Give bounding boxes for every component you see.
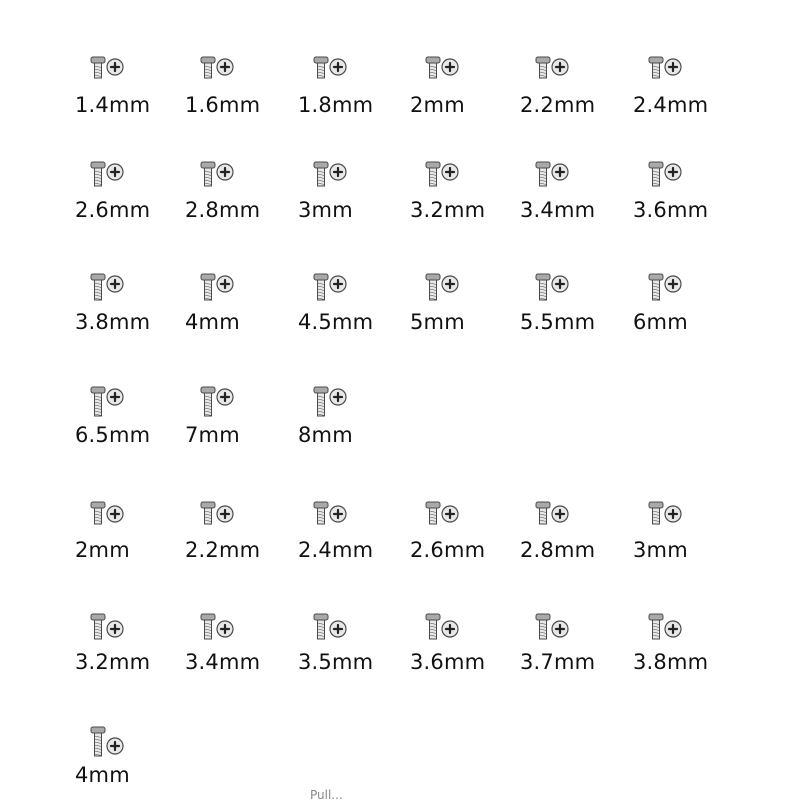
- screw-size-label: 2.4mm: [298, 538, 374, 562]
- screw-size-item: [185, 272, 295, 352]
- screw-size-item: [410, 612, 520, 692]
- screw-size-item: [185, 612, 295, 692]
- screw-icon: [633, 160, 743, 200]
- screw-icon: [410, 500, 520, 540]
- screw-icon: [185, 272, 295, 312]
- screw-size-item: [410, 55, 520, 135]
- screw-icon: [520, 160, 630, 200]
- screw-size-item: [520, 500, 630, 580]
- screw-size-item: [298, 55, 408, 135]
- screw-size-label: 5mm: [410, 310, 465, 334]
- screw-size-item: [298, 612, 408, 692]
- screw-icon: [298, 500, 408, 540]
- screw-icon: [185, 385, 295, 425]
- screw-size-label: 3.6mm: [633, 198, 709, 222]
- screw-size-label: 2.6mm: [75, 198, 151, 222]
- screw-size-item: [75, 55, 185, 135]
- screw-size-item: [520, 612, 630, 692]
- screw-size-label: 2mm: [75, 538, 130, 562]
- screw-icon: [298, 160, 408, 200]
- screw-size-item: [298, 500, 408, 580]
- screw-size-label: 6mm: [633, 310, 688, 334]
- screw-icon: [410, 272, 520, 312]
- screw-size-item: [75, 612, 185, 692]
- screw-icon: [298, 385, 408, 425]
- screw-icon: [75, 385, 185, 425]
- screw-size-label: 1.8mm: [298, 93, 374, 117]
- screw-size-item: [410, 272, 520, 352]
- screw-size-item: [298, 385, 408, 465]
- screw-icon: [633, 612, 743, 652]
- screw-size-item: [410, 500, 520, 580]
- screw-icon: [185, 612, 295, 652]
- screw-size-item: [75, 500, 185, 580]
- screw-icon: [520, 272, 630, 312]
- screw-size-label: 2.2mm: [520, 93, 596, 117]
- screw-icon: [633, 272, 743, 312]
- screw-icon: [298, 55, 408, 95]
- screw-size-label: 1.4mm: [75, 93, 151, 117]
- screw-size-label: 6.5mm: [75, 423, 151, 447]
- screw-size-item: [75, 385, 185, 465]
- screw-size-label: 2.4mm: [633, 93, 709, 117]
- screw-icon: [185, 160, 295, 200]
- screw-size-label: 3.7mm: [520, 650, 596, 674]
- screw-size-label: 3.2mm: [410, 198, 486, 222]
- screw-size-item: [75, 160, 185, 240]
- screw-size-item: [633, 500, 743, 580]
- screw-size-item: [75, 725, 185, 805]
- screw-size-label: 8mm: [298, 423, 353, 447]
- screw-icon: [298, 612, 408, 652]
- screw-size-label: 7mm: [185, 423, 240, 447]
- screw-size-item: [185, 385, 295, 465]
- screw-icon: [75, 160, 185, 200]
- screw-icon: [410, 612, 520, 652]
- screw-size-label: 3.4mm: [185, 650, 261, 674]
- screw-size-item: [520, 55, 630, 135]
- screw-size-item: [298, 272, 408, 352]
- screw-size-item: [520, 160, 630, 240]
- screw-size-label: 3mm: [298, 198, 353, 222]
- screw-icon: [75, 55, 185, 95]
- screw-size-label: 2.6mm: [410, 538, 486, 562]
- screw-icon: [185, 500, 295, 540]
- screw-size-label: 4.5mm: [298, 310, 374, 334]
- screw-size-label: 3.6mm: [410, 650, 486, 674]
- screw-size-label: 2.8mm: [520, 538, 596, 562]
- screw-size-item: [410, 160, 520, 240]
- screw-size-item: [298, 160, 408, 240]
- screw-size-label: 5.5mm: [520, 310, 596, 334]
- screw-icon: [298, 272, 408, 312]
- screw-size-label: 3.2mm: [75, 650, 151, 674]
- screw-size-item: [75, 272, 185, 352]
- screw-icon: [75, 725, 185, 765]
- screw-icon: [75, 500, 185, 540]
- screw-size-item: [185, 500, 295, 580]
- screw-size-item: [633, 160, 743, 240]
- screw-size-item: [633, 55, 743, 135]
- screw-size-label: 1.6mm: [185, 93, 261, 117]
- screw-icon: [633, 500, 743, 540]
- screw-icon: [185, 55, 295, 95]
- screw-size-label: 2mm: [410, 93, 465, 117]
- screw-size-label: 3.4mm: [520, 198, 596, 222]
- screw-icon: [520, 500, 630, 540]
- screw-size-item: [185, 55, 295, 135]
- screw-size-item: [633, 272, 743, 352]
- screw-icon: [633, 55, 743, 95]
- screw-size-label: 2.8mm: [185, 198, 261, 222]
- screw-size-item: [633, 612, 743, 692]
- screw-icon: [520, 55, 630, 95]
- screw-size-item: [520, 272, 630, 352]
- screw-size-label: 3.8mm: [75, 310, 151, 334]
- screw-size-label: 3.8mm: [633, 650, 709, 674]
- screw-size-label: 3.5mm: [298, 650, 374, 674]
- screw-icon: [410, 55, 520, 95]
- screw-icon: [75, 612, 185, 652]
- screw-size-item: [185, 160, 295, 240]
- screw-icon: [410, 160, 520, 200]
- cut-off-caption: Pull...: [310, 788, 343, 802]
- screw-size-label: 4mm: [185, 310, 240, 334]
- screw-size-label: 2.2mm: [185, 538, 261, 562]
- screw-icon: [75, 272, 185, 312]
- screw-size-label: 3mm: [633, 538, 688, 562]
- screw-size-label: 4mm: [75, 763, 130, 787]
- screw-icon: [520, 612, 630, 652]
